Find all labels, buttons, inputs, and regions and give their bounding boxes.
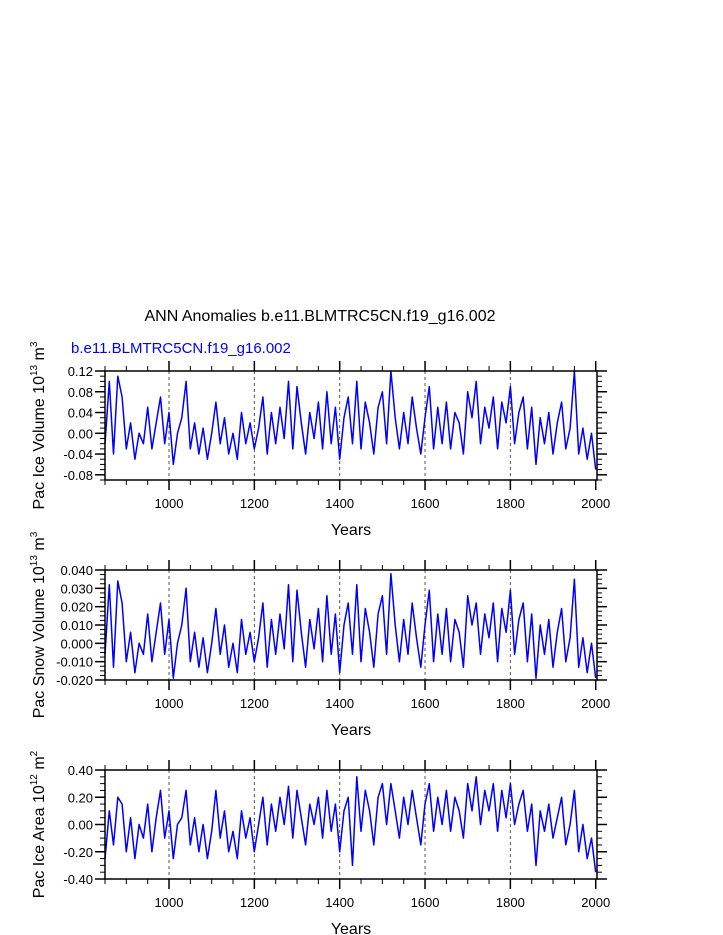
x-tick-label: 1200 [239,496,269,511]
y-tick-label: -0.010 [56,654,93,670]
x-tick-label: 1600 [410,696,440,711]
y-tick-label: 0.40 [67,763,93,778]
x-tick-label: 1800 [495,496,525,511]
y-axis-label [29,531,48,718]
y-tick-label: 0.010 [60,618,93,633]
series-line [105,371,596,470]
y-tick-label: -0.08 [63,467,93,483]
y-tick-label: 0.12 [67,364,93,379]
x-axis-label: Years [330,722,372,739]
y-label-superscript: 3 [29,531,40,538]
y-label-text: Pac Ice Area 10 [31,785,48,899]
y-tick-label: -0.04 [63,447,93,463]
y-axis-label [29,341,48,509]
x-tick-label: 1000 [154,895,184,910]
y-tick-label: 0.08 [67,384,93,400]
y-label-text: m [31,537,48,556]
plot-frame [105,570,597,680]
series-label: b.e11.BLMTRC5CN.f19_g16.002 [71,340,291,357]
y-tick-label: 0.000 [60,636,93,652]
y-label-text: m [31,756,48,775]
x-tick-label: 1000 [154,496,184,511]
y-tick-label: 0.00 [67,817,93,833]
y-label-superscript: 3 [29,341,40,348]
y-tick-label: -0.020 [56,673,93,688]
x-tick-label: 1600 [410,496,440,511]
y-label-text: m [31,347,48,365]
x-tick-label: 1400 [325,496,355,511]
x-tick-label: 2000 [581,895,611,910]
x-tick-label: 1400 [325,696,355,711]
y-tick-label: -0.40 [63,872,93,887]
y-tick-label: 0.04 [67,405,93,421]
y-tick-label: -0.20 [63,844,93,860]
x-axis-label: Years [330,522,372,539]
x-axis-label: Years [330,921,372,935]
y-tick-label: 0.040 [60,563,93,578]
x-tick-label: 1000 [154,696,184,711]
y-tick-label: 0.20 [67,790,93,806]
panel-2 [29,531,610,739]
x-tick-label: 2000 [581,696,611,711]
y-label-superscript: 2 [29,750,40,757]
x-tick-label: 1200 [239,895,269,910]
x-tick-label: 1400 [325,895,355,910]
series-line [105,777,596,872]
panel-3 [29,750,610,935]
x-tick-label: 1600 [410,895,440,910]
panel-1 [29,341,610,539]
y-tick-label: 0.020 [60,599,93,615]
y-label-text: Pac Ice Volume 10 [31,376,48,510]
y-label-superscript: 13 [29,364,40,377]
y-label-superscript: 13 [29,555,40,567]
y-tick-label: 0.030 [60,581,93,597]
x-tick-label: 1200 [239,696,269,711]
chart-title: ANN Anomalies b.e11.BLMTRC5CN.f19_g16.002 [144,308,496,325]
y-tick-label: 0.00 [67,426,93,442]
y-label-text: Pac Snow Volume 10 [31,566,48,719]
x-tick-label: 2000 [581,496,611,511]
x-tick-label: 1800 [495,696,525,711]
series-line [105,574,596,679]
y-axis-label [29,750,48,898]
x-tick-label: 1800 [495,895,525,910]
y-label-superscript: 12 [29,774,40,786]
plot-frame [105,770,597,879]
